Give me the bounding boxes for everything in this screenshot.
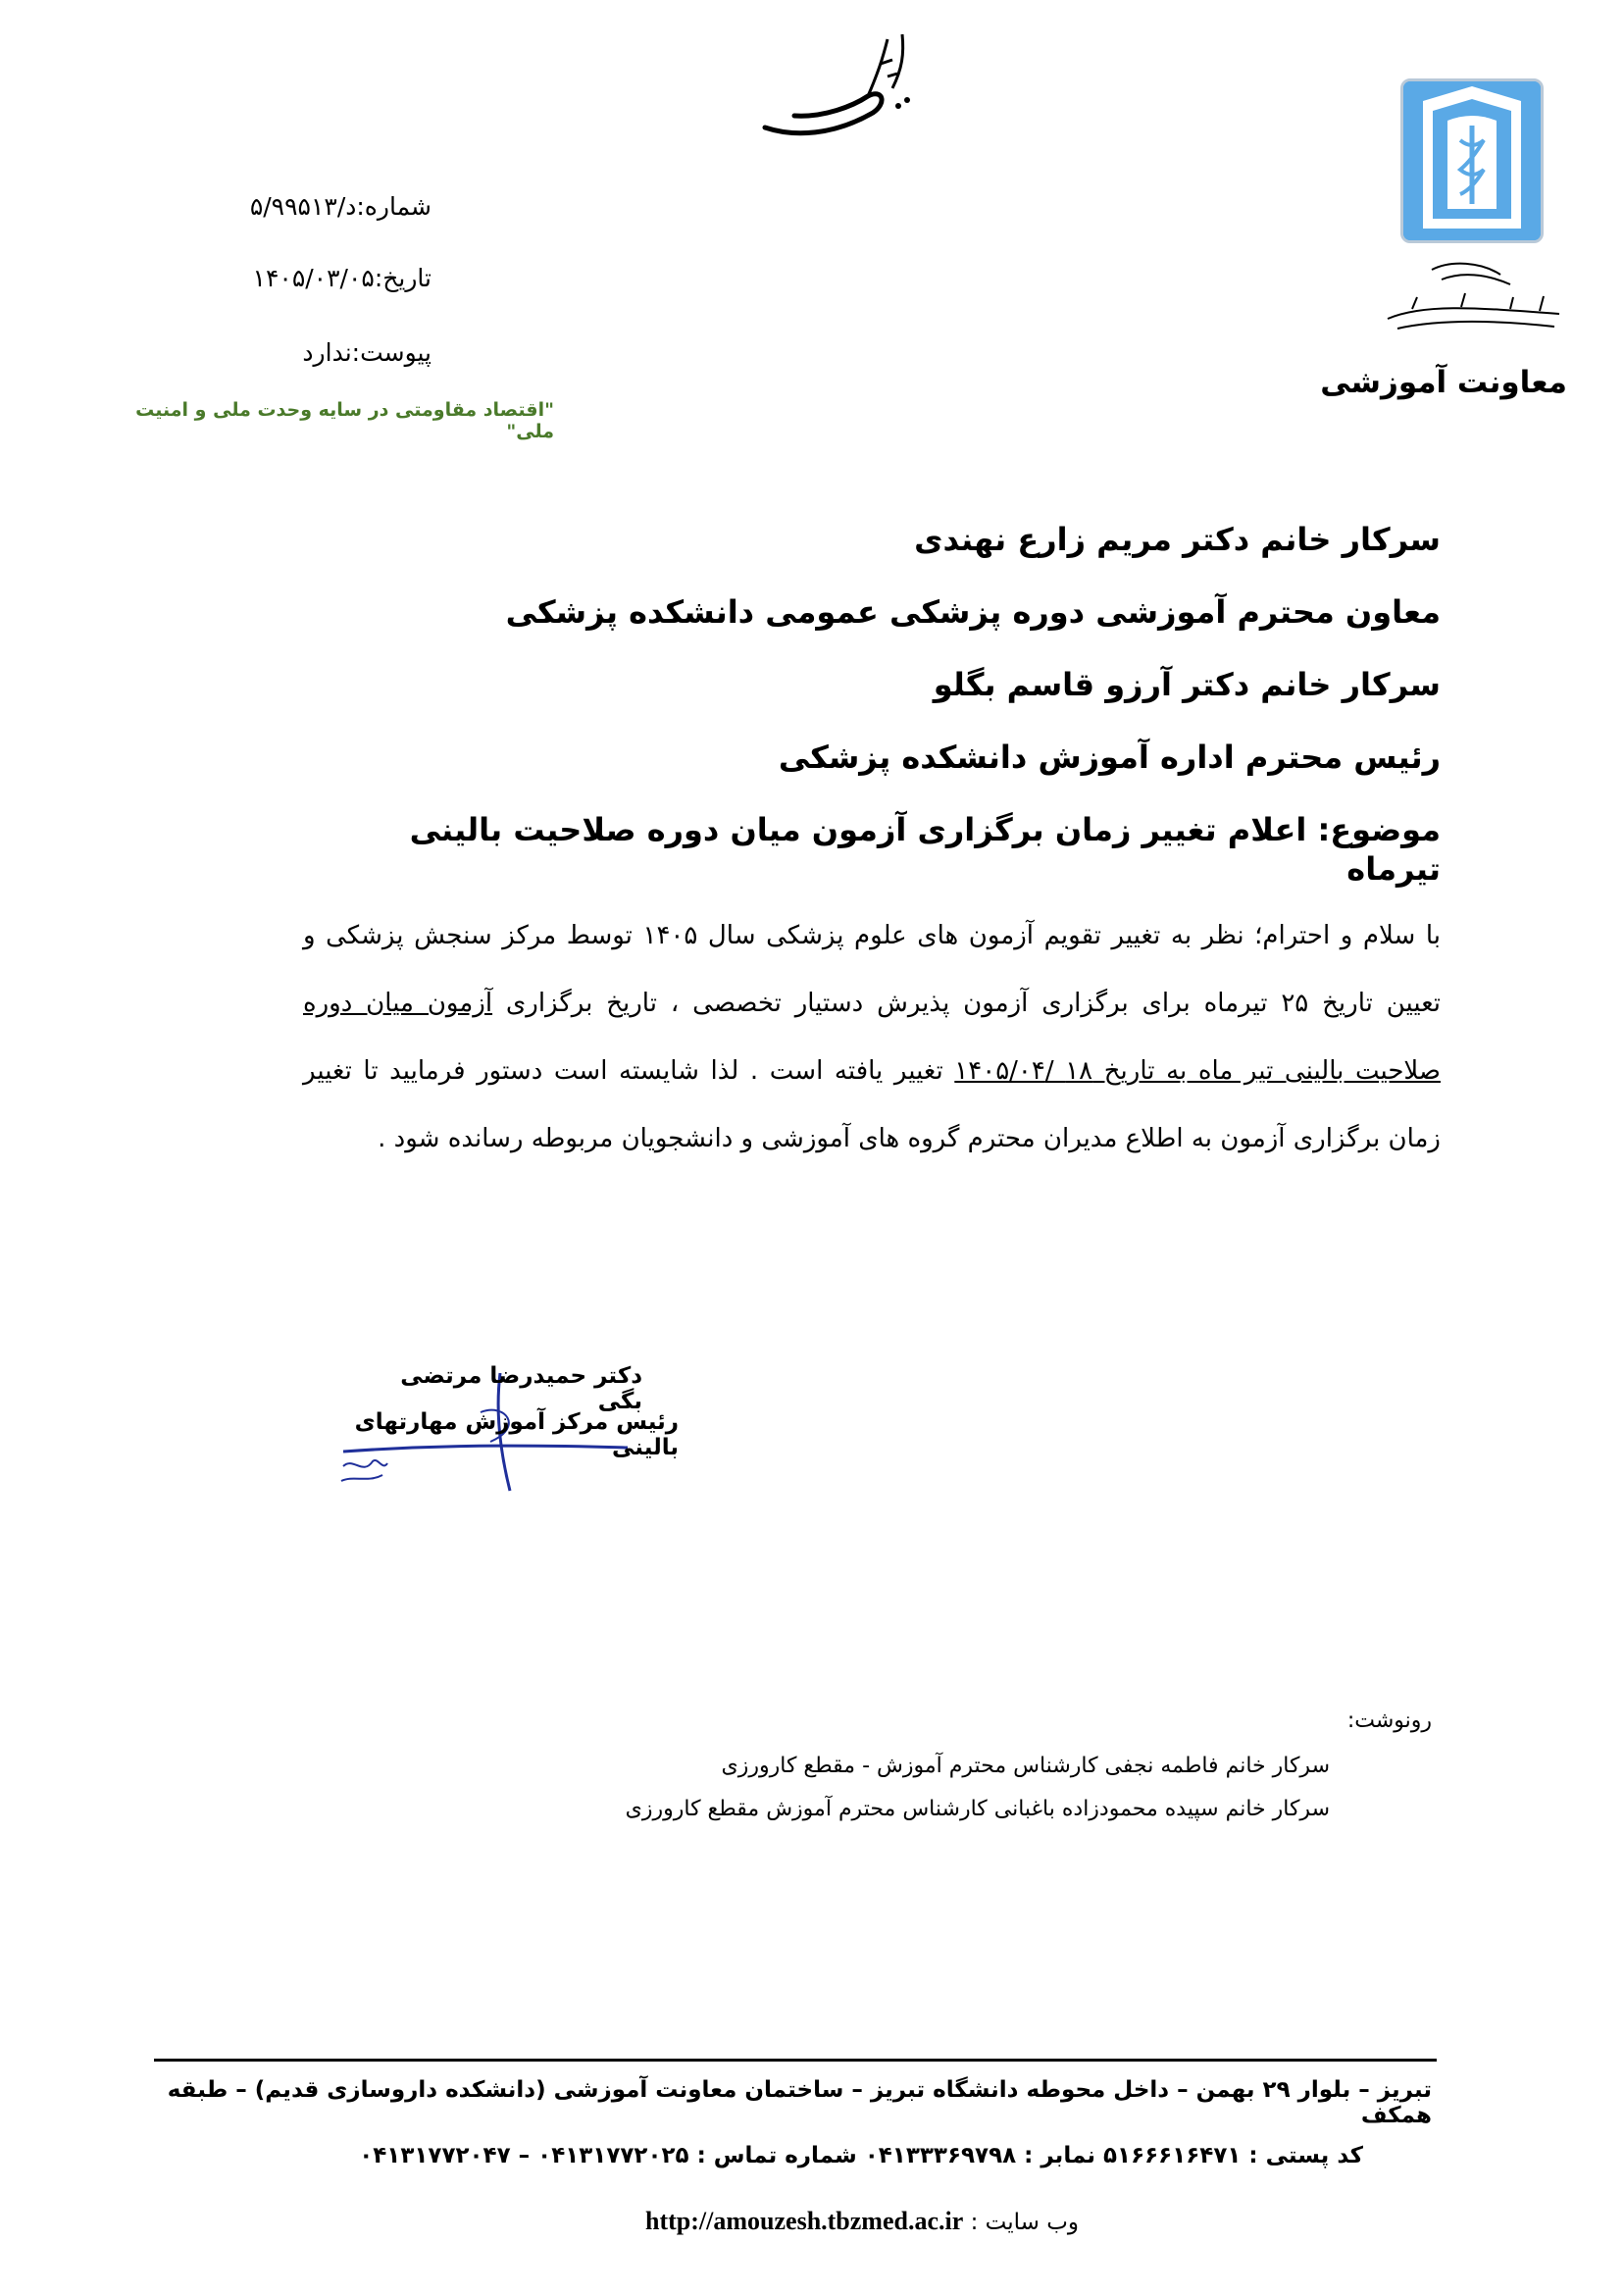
signer-name: دکتر حمیدرضا مرتضی بگی — [400, 1363, 642, 1414]
letter-attachment-label: پیوست: — [351, 338, 431, 367]
recipient-2: سرکار خانم دکتر آرزو قاسم بگلو — [933, 666, 1441, 703]
letter-date — [196, 264, 431, 292]
letter-date-label: تاریخ: — [374, 264, 431, 292]
body-text-part1: با سلام و احترام؛ نظر به تغییر تقویم آزمون های علوم پزشکی سال ۱۴۰۵ توسط مرکز سنجش پزشکی و تعیین تاریخ ۲۵ تیرماه برای برگزاری آزمون پذیرش دستیار تخصصی ، تاریخ برگزاری — [303, 921, 1442, 1018]
bismillah-calligraphy — [755, 20, 922, 147]
recipient-1: سرکار خانم دکتر مریم زارع نهندی — [914, 521, 1441, 558]
footer-website — [559, 2207, 1079, 2236]
department-name: معاونت آموزشی — [1320, 365, 1567, 400]
cc-item: سرکار خانم فاطمه نجفی کارشناس محترم آموزش - مقطع کارورزی — [721, 1754, 1330, 1778]
university-name-calligraphy — [1373, 250, 1569, 338]
slogan: "اقتصاد مقاومتی در سایه وحدت ملی و امنیت ملی" — [135, 399, 554, 442]
website-label: وب سایت : — [970, 2210, 1079, 2235]
body-text-underlined: آزمون میان دوره صلاحیت بالینی تیر ماه به تاریخ ۱۸ /۱۴۰۵/۰۴ — [303, 989, 1441, 1086]
website-link[interactable]: http://amouzesh.tbzmed.ac.ir — [645, 2207, 964, 2235]
recipient-1-title: معاون محترم آموزشی دوره پزشکی عمومی دانشکده پزشکی — [505, 593, 1441, 631]
letter-number — [196, 192, 431, 221]
letter-attachment-value: ندارد — [302, 338, 352, 367]
letter-subject: موضوع: اعلام تغییر زمان برگزاری آزمون میان دوره صلاحیت بالینی تیرماه — [409, 811, 1441, 888]
university-logo — [1400, 78, 1544, 243]
letter-date-value: ۱۴۰۵/۰۳/۰۵ — [252, 264, 375, 292]
letter-number-label: شماره: — [356, 192, 431, 221]
signer-title: رئیس مرکز آموزش مهارتهای بالینی — [354, 1409, 679, 1460]
letter-attachment — [196, 338, 431, 367]
recipient-2-title: رئیس محترم اداره آموزش دانشکده پزشکی — [778, 739, 1441, 776]
letter-number-value: ۵/د/۹۹۵۱۳ — [249, 192, 357, 221]
cc-item: سرکار خانم سپیده محمودزاده باغبانی کارشناس محترم آموزش مقطع کارورزی — [625, 1797, 1330, 1821]
cc-label: رونوشت: — [1346, 1708, 1432, 1733]
university-emblem-icon — [1403, 81, 1541, 240]
body-text-part2: تغییر یافته است . لذا شایسته است دستور فرمایید تا تغییر زمان برگزاری آزمون به اطلاع مدیران محترم گروه های آموزشی و دانشجویان مربوطه رسانده شود . — [303, 1056, 1441, 1153]
footer-divider — [154, 2059, 1437, 2062]
footer-address: تبریز – بلوار ۲۹ بهمن – داخل محوطه دانشگاه تبریز – ساختمان معاونت آموزشی (دانشکده داروسازی قدیم) – طبقه همکف — [167, 2077, 1432, 2128]
letter-body — [303, 902, 1441, 1173]
footer-contact: کد پستی : ۵۱۶۶۶۱۶۴۷۱ نمابر : ۰۴۱۳۳۳۶۹۷۹۸ شماره تماس : ۰۴۱۳۱۷۷۲۰۲۵ – ۰۴۱۳۱۷۷۲۰۴۷ — [359, 2143, 1363, 2168]
